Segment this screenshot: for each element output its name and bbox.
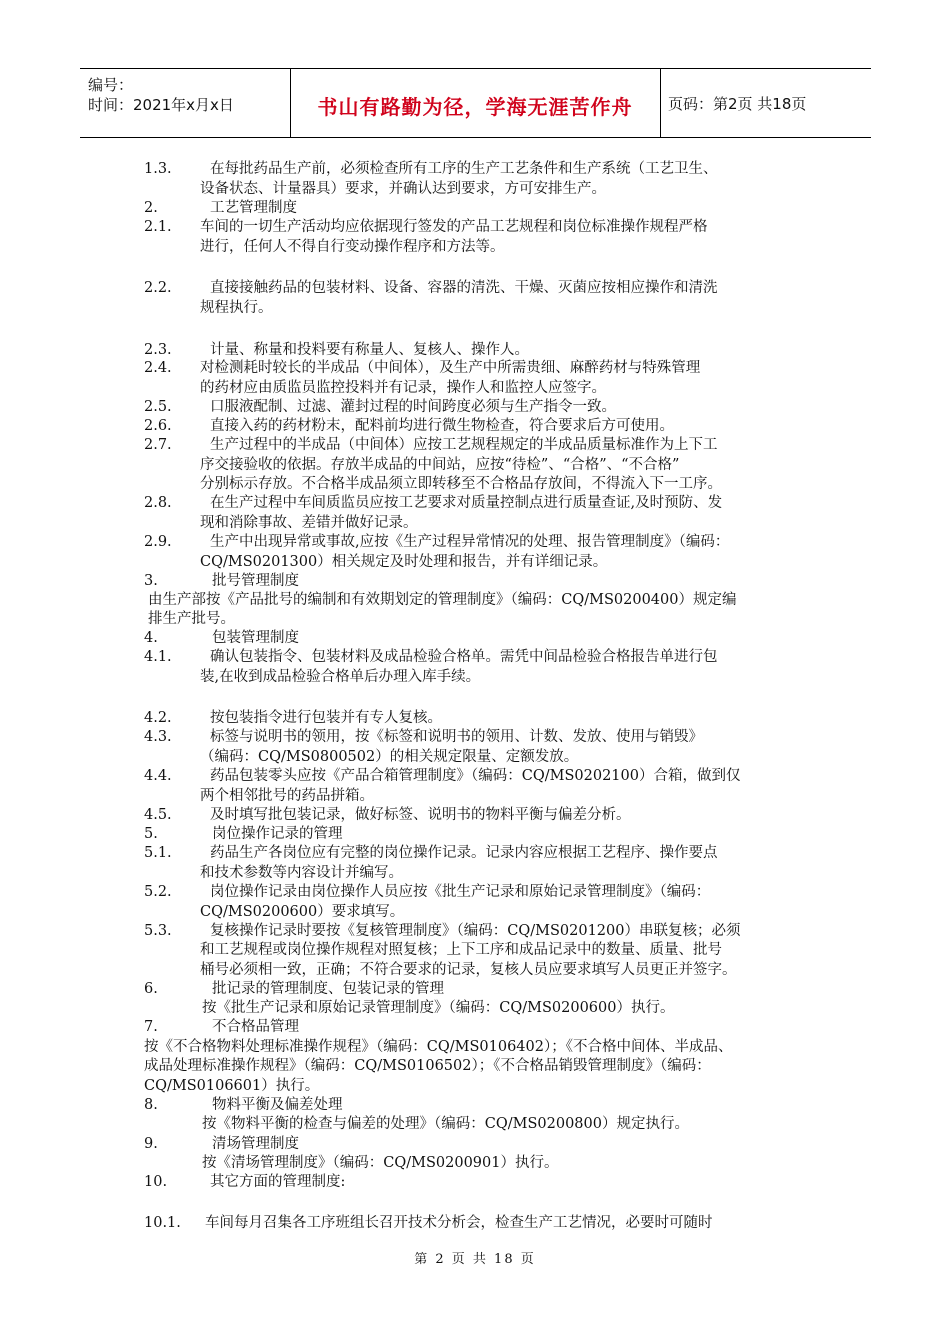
body-text-line: 车间每月召集各工序班组长召开技术分析会，检查生产工艺情况，必要时可随时 [205,1215,713,1231]
clause-number: 2.2. [144,280,172,296]
header-meta [88,75,234,115]
body-text-line: 按《清场管理制度》（编码：CQ/MS0200901）执行。 [202,1155,559,1171]
body-text-line: 和技术参数等内容设计并编写。 [200,865,403,881]
clause-number: 4.5. [144,807,172,823]
body-text-line: 药品生产各岗位应有完整的岗位操作记录。记录内容应根据工艺程序、操作要点 [210,845,718,861]
body-text-line: 按《不合格物料处理标准操作规程》（编码：CQ/MS0106402）；《不合格中间体、半成品、 [144,1039,733,1055]
clause-number: 5.2. [144,884,172,900]
body-text-line: 批记录的管理制度、包装记录的管理 [212,981,444,997]
body-text-line: 分别标示存放。不合格半成品须立即转移至不合格品存放间，不得流入下一工序。 [200,476,722,492]
clause-number: 3. [144,573,158,589]
clause-number: 10.1. [144,1215,181,1231]
body-text-line: 计量、称量和投料要有称量人、复核人、操作人。 [210,342,529,358]
body-text-line: 口服液配制、过滤、灌封过程的时间跨度必须与生产指令一致。 [210,399,616,415]
body-text-line: 排生产批号。 [148,611,235,627]
clause-number: 5. [144,826,158,842]
clause-number: 4.3. [144,729,172,745]
body-text-line: 复核操作记录时要按《复核管理制度》（编码：CQ/MS0201200）串联复核；必须 [210,923,741,939]
body-text-line: 直接入药的药材粉末，配料前均进行微生物检查，符合要求后方可使用。 [210,418,674,434]
header-page-number: 页码：第2页 共18页 [668,95,807,113]
body-text-line: 车间的一切生产活动均应依据现行签发的产品工艺规程和岗位标准操作规程严格 [200,219,708,235]
body-text-line: 进行，任何人不得自行变动操作程序和方法等。 [200,239,505,255]
clause-number: 2. [144,200,158,216]
clause-number: 4.1. [144,649,172,665]
clause-number: 1.3. [144,161,172,177]
header-motto: 书山有路勤为径，学海无涯苦作舟 [317,95,633,119]
clause-number: 8. [144,1097,158,1113]
header-divider [660,69,661,137]
clause-number: 2.4. [144,360,172,376]
body-text-line: 在生产过程中车间质监员应按工艺要求对质量控制点进行质量查证,及时预防、发 [210,495,723,511]
code-label: 编号： [88,76,134,94]
body-text-line: 现和消除事故、差错并做好记录。 [200,515,418,531]
clause-number: 4. [144,630,158,646]
clause-number: 4.2. [144,710,172,726]
clause-number: 2.6. [144,418,172,434]
body-text-line: 确认包装指令、包装材料及成品检验合格单。需凭中间品检验合格报告单进行包 [210,649,718,665]
body-text-line: 工艺管理制度 [210,200,297,216]
clause-number: 4.4. [144,768,172,784]
document-header [80,68,871,138]
body-text-line: 岗位操作记录的管理 [212,826,343,842]
clause-number: 6. [144,981,158,997]
body-text-line: 设备状态、计量器具）要求，并确认达到要求，方可安排生产。 [200,181,606,197]
page-footer: 第 2 页 共 18 页 [414,1252,536,1267]
time-label: 时间：2021年x月x日 [88,96,234,114]
body-text-line: CQ/MS0200600）要求填写。 [200,904,405,920]
clause-number: 5.3. [144,923,172,939]
clause-number: 2.1. [144,219,172,235]
body-text-line: 装,在收到成品检验合格单后办理入库手续。 [200,669,481,685]
clause-number: 2.9. [144,534,172,550]
body-text-line: 生产过程中的半成品（中间体）应按工艺规程规定的半成品质量标准作为上下工 [210,437,718,453]
clause-number: 2.7. [144,437,172,453]
body-text-line: 成品处理标准操作规程》（编码：CQ/MS0106502）；《不合格品销毁管理制度》（编码： [144,1058,711,1074]
body-text-line: 直接接触药品的包装材料、设备、容器的清洗、干燥、灭菌应按相应操作和清洗 [210,280,718,296]
clause-number: 9. [144,1136,158,1152]
body-text-line: 不合格品管理 [212,1019,299,1035]
body-text-line: 按《批生产记录和原始记录管理制度》（编码：CQ/MS0200600）执行。 [202,1000,675,1016]
body-text-line: 由生产部按《产品批号的编制和有效期划定的管理制度》（编码：CQ/MS0200400）规定编 [148,592,737,608]
body-text-line: 清场管理制度 [212,1136,299,1152]
body-text-line: 及时填写批包装记录，做好标签、说明书的物料平衡与偏差分析。 [210,807,631,823]
clause-number: 2.3. [144,342,172,358]
body-text-line: 两个相邻批号的药品拼箱。 [200,788,374,804]
clause-number: 2.8. [144,495,172,511]
body-text-line: （编码：CQ/MS0800502）的相关规定限量、定额发放。 [200,749,579,765]
body-text-line: 物料平衡及偏差处理 [212,1097,343,1113]
body-text-line: 对检测耗时较长的半成品（中间体），及生产中所需贵细、麻醉药材与特殊管理 [200,360,701,376]
body-text-line: 在每批药品生产前，必须检查所有工序的生产工艺条件和生产系统（工艺卫生、 [210,161,718,177]
body-text-line: 岗位操作记录由岗位操作人员应按《批生产记录和原始记录管理制度》（编码： [210,884,711,900]
body-text-line: 按包装指令进行包装并有专人复核。 [210,710,442,726]
clause-number: 10. [144,1174,168,1190]
body-text-line: 的药材应由质监员监控投料并有记录，操作人和监控人应签字。 [200,380,606,396]
clause-number: 7. [144,1019,158,1035]
body-text-line: 标签与说明书的领用，按《标签和说明书的领用、计数、发放、使用与销毁》 [210,729,703,745]
body-text-line: 按《物料平衡的检查与偏差的处理》（编码：CQ/MS0200800）规定执行。 [202,1116,689,1132]
body-text-line: 和工艺规程或岗位操作规程对照复核；上下工序和成品记录中的数量、质量、批号 [200,942,722,958]
clause-number: 2.5. [144,399,172,415]
body-text-line: 生产中出现异常或事故,应按《生产过程异常情况的处理、报告管理制度》（编码： [210,534,730,550]
body-text-line: 批号管理制度 [212,573,299,589]
body-text-line: 药品包装零头应按《产品合箱管理制度》（编码：CQ/MS0202100）合箱，做到仅 [210,768,741,784]
body-text-line: CQ/MS0201300）相关规定及时处理和报告，并有详细记录。 [200,554,608,570]
body-text-line: CQ/MS0106601）执行。 [144,1078,320,1094]
clause-number: 5.1. [144,845,172,861]
body-text-line: 规程执行。 [200,300,273,316]
body-text-line: 序交接验收的依据。存放半成品的中间站，应按“待检”、“合格”、“不合格” [200,457,680,473]
body-text-line: 包装管理制度 [212,630,299,646]
body-text-line: 桶号必须相一致，正确；不符合要求的记录，复核人员应要求填写人员更正并签字。 [200,962,737,978]
body-text-line: 其它方面的管理制度: [210,1174,346,1190]
